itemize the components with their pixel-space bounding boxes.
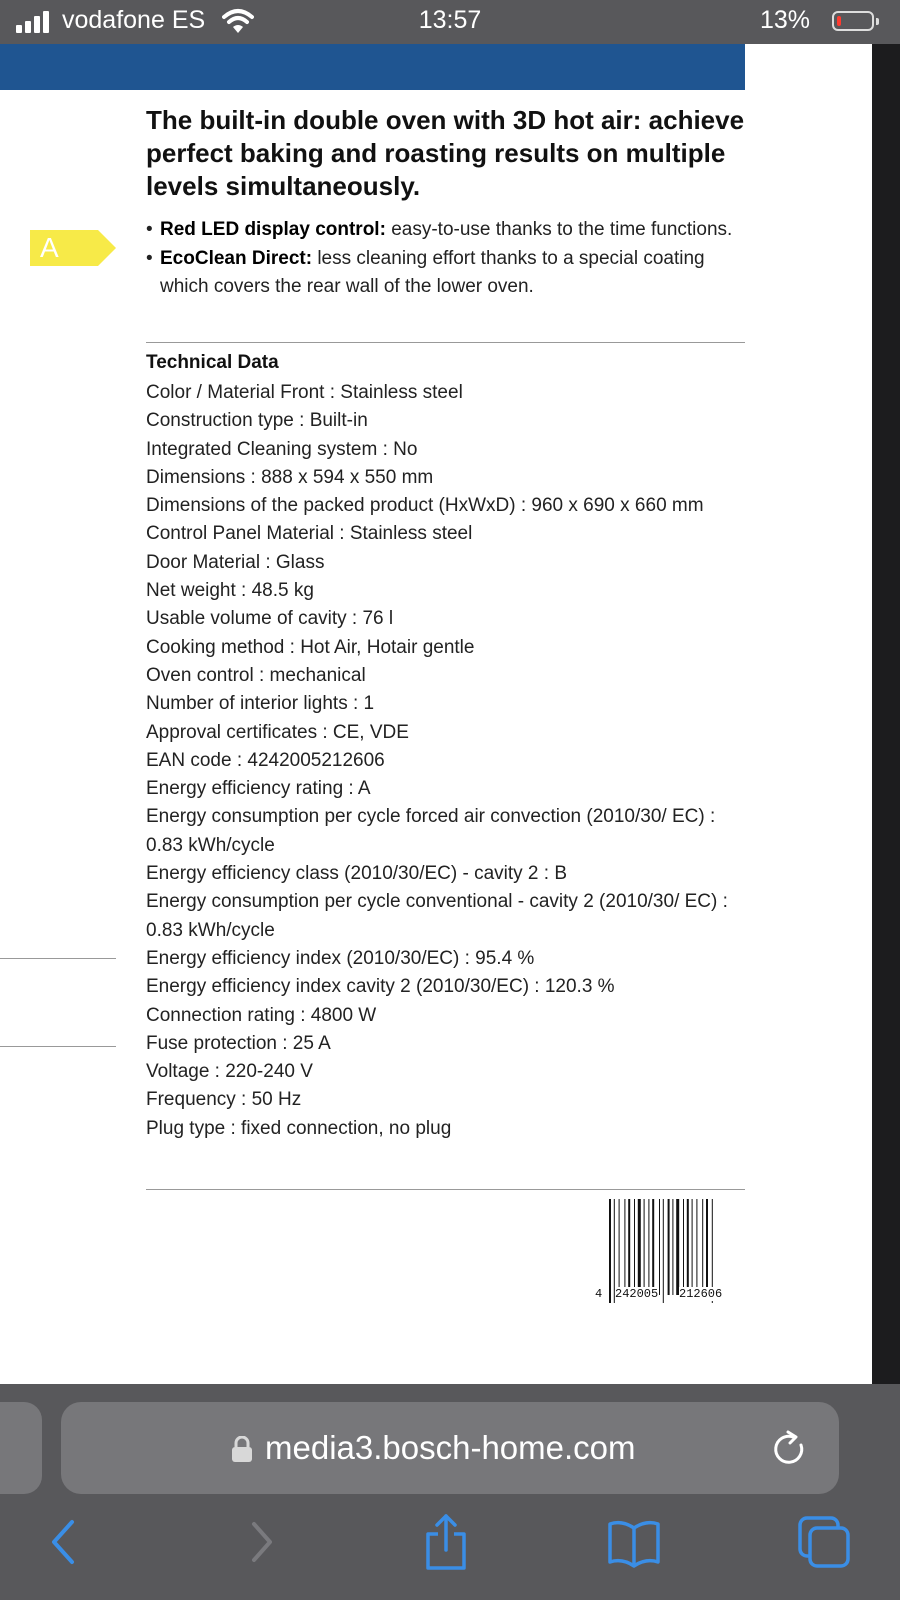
barcode-bar [634,1199,635,1295]
spec-row: Energy consumption per cycle conventional - cavity 2 (2010/30/ EC) : 0.83 kWh/cycle [146,891,728,941]
barcode-bar [609,1199,611,1303]
header-band [0,44,745,90]
spec-row: Dimensions : 888 x 594 x 550 mm [146,466,434,488]
barcode-digit-first: 4 [595,1287,603,1301]
battery-level [837,16,841,26]
feature-text: easy-to-use thanks to the time functions. [385,219,733,240]
spec-row: Fuse protection : 25 A [146,1032,331,1054]
feature-item: • Red LED display control: easy-to-use thanks to the time functions. [146,219,733,240]
feature-text: less cleaning effort thanks to a special coating which covers the rear wall of the lower oven. [160,248,705,297]
barcode-bar [663,1199,664,1303]
barcode-bar [644,1199,645,1295]
left-rule [0,958,116,959]
spec-row: Energy consumption per cycle forced air convection (2010/30/ EC) : 0.83 kWh/cycle [146,806,716,856]
spec-row: Integrated Cleaning system : No [146,438,418,460]
spec-row: EAN code : 4242005212606 [146,749,385,771]
reload-icon[interactable] [771,1430,809,1468]
browser-chrome [0,1384,900,1600]
browser-toolbar [0,1512,900,1582]
left-rule [0,1046,116,1047]
ean-barcode [595,1199,745,1309]
technical-data-title: Technical Data [146,352,279,373]
spec-row: Cooking method : Hot Air, Hotair gentle [146,636,475,658]
barcode-bar [659,1199,660,1295]
divider [146,342,745,343]
energy-label-badge [30,230,116,266]
spec-row: Color / Material Front : Stainless steel [146,382,463,403]
feature-title: EcoClean Direct: [160,248,313,269]
spec-row: Energy efficiency index cavity 2 (2010/30/EC) : 120.3 % [146,976,615,998]
barcode-bar [696,1199,697,1295]
barcode-bar [672,1199,673,1295]
barcode-bar [624,1199,625,1295]
share-icon[interactable] [416,1512,476,1572]
spec-row: Door Material : Glass [146,551,325,573]
tabs-icon[interactable] [796,1512,856,1572]
feature-item: • EcoClean Direct: less cleaning effort thanks to a special coating which covers the rear wall of the lower oven. [146,248,705,297]
barcode-bar [638,1199,641,1295]
feature-list [146,216,746,301]
pdf-page[interactable] [0,44,872,1384]
spec-row: Usable volume of cavity : 76 l [146,608,394,630]
barcode-bar [683,1199,684,1295]
spec-row: Energy efficiency rating : A [146,778,371,800]
spec-row: Number of interior lights : 1 [146,693,375,715]
barcode-bar [648,1199,649,1295]
clock: 13:57 [418,6,482,34]
specs-list [146,379,746,1143]
carrier-name: vodafone ES [62,6,206,34]
spec-row: Energy efficiency index (2010/30/EC) : 95.4 % [146,947,535,969]
energy-label-letter: A [40,232,59,263]
barcode-bar [619,1199,620,1295]
divider [146,1189,745,1190]
spec-row: Dimensions of the packed product (HxWxD) : 960 x 690 x 660 mm [146,495,704,517]
address-bar[interactable] [61,1402,839,1494]
spec-row: Oven control : mechanical [146,664,366,686]
barcode-digits-left: 242005 [615,1287,659,1301]
previous-tab[interactable] [0,1402,42,1494]
spec-row: Construction type : Built-in [146,410,368,432]
spec-row: Energy efficiency class (2010/30/EC) - cavity 2 : B [146,863,567,885]
url-text[interactable]: media3.bosch-home.com [265,1429,636,1466]
barcode-bar [702,1199,703,1295]
barcode-digits-right: 212606 [679,1287,723,1301]
barcode-bar [706,1199,708,1295]
barcode-bar [687,1199,689,1295]
spec-row: Net weight : 48.5 kg [146,580,314,602]
barcode-bar [668,1199,670,1295]
forward-icon[interactable] [232,1512,292,1572]
spec-row: Plug type : fixed connection, no plug [146,1117,452,1139]
feature-title: Red LED display control: [160,219,386,240]
page-edge [872,44,900,1384]
product-headline: The built-in double oven with 3D hot air: achieve perfect baking and roasting results on multiple levels simultaneously. [146,105,745,201]
spec-row: Voltage : 220-240 V [146,1061,313,1083]
lock-icon [231,1436,253,1462]
status-bar [0,0,900,44]
bookmarks-icon[interactable] [604,1512,664,1572]
spec-row: Control Panel Material : Stainless steel [146,523,473,545]
barcode-bar [652,1199,654,1295]
battery-percent: 13% [759,6,810,34]
spec-row: Frequency : 50 Hz [146,1089,302,1111]
battery-icon [832,11,874,31]
barcode-bar [676,1199,679,1295]
barcode-bar [628,1199,630,1295]
spec-row: Connection rating : 4800 W [146,1004,377,1026]
barcode-bar [692,1199,693,1295]
spec-row: Approval certificates : CE, VDE [146,721,409,743]
back-icon[interactable] [40,1512,100,1572]
